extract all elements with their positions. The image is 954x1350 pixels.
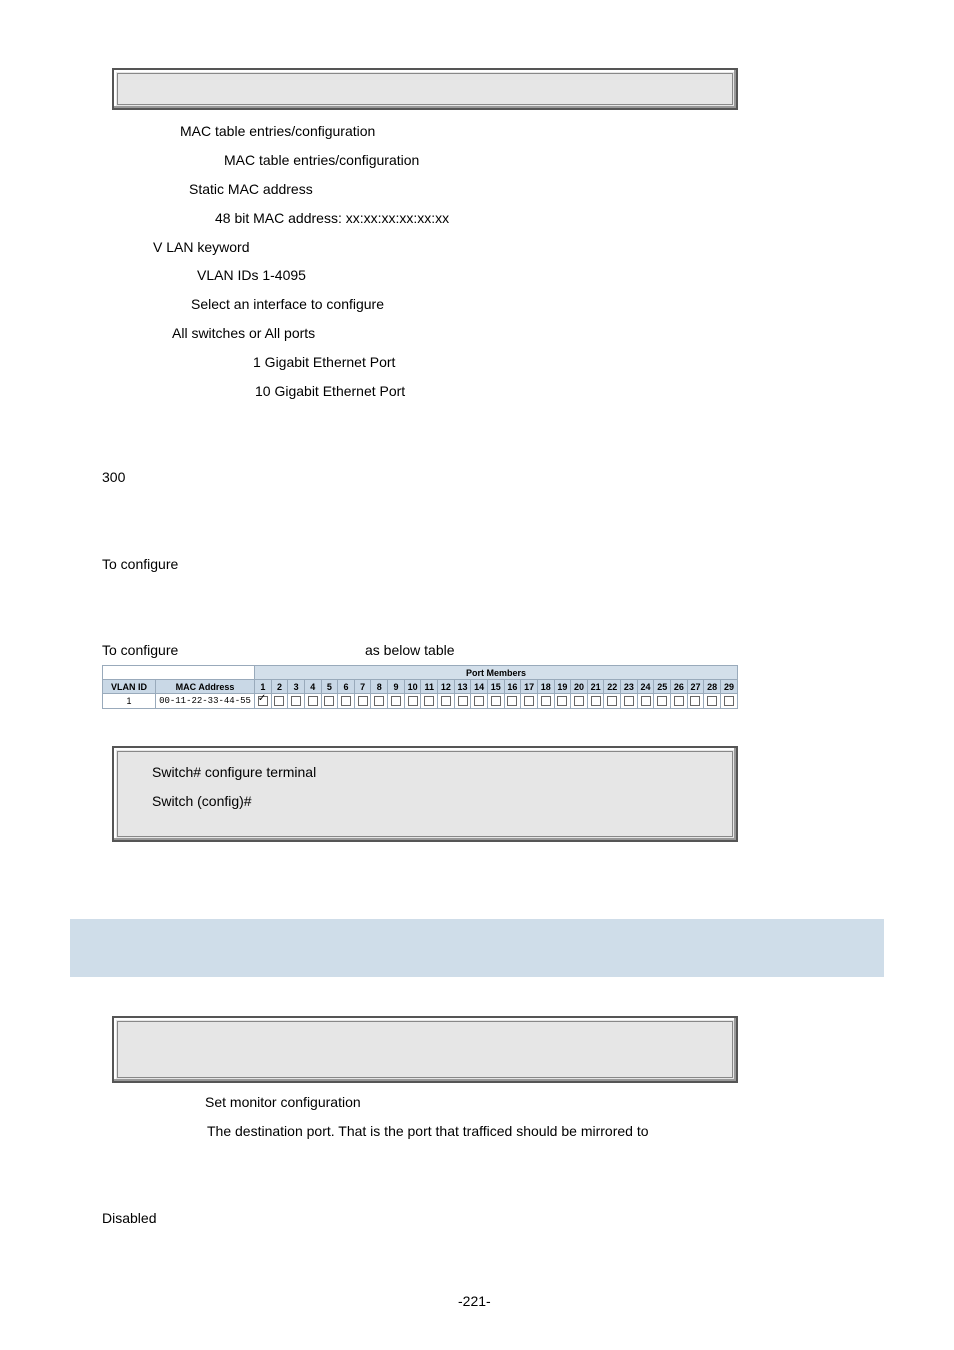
port-checkbox-19[interactable] [557, 696, 567, 706]
port-checkbox-2[interactable] [274, 696, 284, 706]
col-port-7: 7 [354, 680, 371, 694]
col-mac-address: MAC Address [156, 680, 255, 694]
col-port-24: 24 [637, 680, 654, 694]
port-checkbox-20[interactable] [574, 696, 584, 706]
param-desc-all-ports: All switches or All ports [172, 325, 316, 341]
port-checkbox-8[interactable] [374, 696, 384, 706]
usage-text-2a: To configure [102, 642, 179, 658]
col-port-4: 4 [304, 680, 321, 694]
param-desc-static: Static MAC address [189, 181, 313, 197]
col-port-10: 10 [404, 680, 421, 694]
port-checkbox-16[interactable] [507, 696, 517, 706]
port-cell-19 [554, 694, 571, 709]
port-cell-1 [255, 694, 272, 709]
param-desc-monitor: Set monitor configuration [205, 1094, 361, 1110]
col-port-17: 17 [521, 680, 538, 694]
port-checkbox-24[interactable] [641, 696, 651, 706]
port-cell-15 [487, 694, 504, 709]
port-checkbox-21[interactable] [591, 696, 601, 706]
col-port-22: 22 [604, 680, 621, 694]
col-port-23: 23 [621, 680, 638, 694]
port-cell-2 [271, 694, 288, 709]
port-checkbox-15[interactable] [491, 696, 501, 706]
col-port-1: 1 [255, 680, 272, 694]
col-port-25: 25 [654, 680, 671, 694]
param-desc-destination: The destination port. That is the port that trafficed should be mirrored to [207, 1123, 649, 1139]
param-desc-vlan-keyword: V LAN keyword [153, 239, 250, 255]
port-cell-29 [720, 694, 737, 709]
port-cell-26 [671, 694, 688, 709]
port-checkbox-17[interactable] [524, 696, 534, 706]
col-port-18: 18 [537, 680, 554, 694]
usage-text-1: To configure [102, 556, 179, 572]
command-syntax-box-inner [117, 73, 733, 105]
port-cell-6 [338, 694, 355, 709]
param-desc-interface: Select an interface to configure [191, 296, 385, 312]
col-port-3: 3 [288, 680, 305, 694]
col-port-19: 19 [554, 680, 571, 694]
port-checkbox-25[interactable] [657, 696, 667, 706]
col-port-11: 11 [421, 680, 438, 694]
port-cell-24 [637, 694, 654, 709]
port-cell-17 [521, 694, 538, 709]
port-cell-18 [537, 694, 554, 709]
port-cell-16 [504, 694, 521, 709]
cell-mac: 00-11-22-33-44-55 [156, 694, 255, 709]
param-desc-mac-table-2: MAC table entries/configuration [224, 152, 420, 168]
col-port-14: 14 [471, 680, 488, 694]
param-desc-mac-table: MAC table entries/configuration [180, 123, 376, 139]
port-checkbox-18[interactable] [541, 696, 551, 706]
port-checkbox-10[interactable] [408, 696, 418, 706]
usage-text-2b: as below table [365, 642, 455, 658]
col-port-20: 20 [571, 680, 588, 694]
port-checkbox-3[interactable] [291, 696, 301, 706]
port-checkbox-11[interactable] [424, 696, 434, 706]
port-checkbox-23[interactable] [624, 696, 634, 706]
port-checkbox-5[interactable] [324, 696, 334, 706]
page-number: -221- [458, 1293, 491, 1309]
col-port-15: 15 [487, 680, 504, 694]
port-checkbox-12[interactable] [441, 696, 451, 706]
mac-table-corner [103, 666, 255, 680]
col-port-13: 13 [454, 680, 471, 694]
example-line-2: Switch (config)# [152, 793, 252, 809]
port-checkbox-22[interactable] [607, 696, 617, 706]
command-syntax-box-2 [112, 1016, 738, 1083]
param-desc-mac-address: 48 bit MAC address: xx:xx:xx:xx:xx:xx [215, 210, 450, 226]
param-desc-vlan-ids: VLAN IDs 1-4095 [197, 267, 306, 283]
port-cell-27 [687, 694, 704, 709]
col-port-9: 9 [388, 680, 405, 694]
port-checkbox-26[interactable] [674, 696, 684, 706]
col-port-27: 27 [687, 680, 704, 694]
col-port-5: 5 [321, 680, 338, 694]
port-cell-4 [304, 694, 321, 709]
example-line-1: Switch# configure terminal [152, 764, 317, 780]
col-port-21: 21 [587, 680, 604, 694]
port-members-header: Port Members [255, 666, 738, 680]
port-checkbox-14[interactable] [474, 696, 484, 706]
command-syntax-box [112, 68, 738, 110]
port-cell-11 [421, 694, 438, 709]
port-cell-23 [621, 694, 638, 709]
default-value: 300 [102, 469, 126, 485]
param-desc-gigabit: 1 Gigabit Ethernet Port [253, 354, 396, 370]
cell-vlan: 1 [103, 694, 156, 709]
port-checkbox-9[interactable] [391, 696, 401, 706]
col-port-29: 29 [720, 680, 737, 694]
port-cell-9 [388, 694, 405, 709]
port-cell-7 [354, 694, 371, 709]
port-cell-21 [587, 694, 604, 709]
port-cell-5 [321, 694, 338, 709]
col-port-2: 2 [271, 680, 288, 694]
col-port-16: 16 [504, 680, 521, 694]
port-cell-22 [604, 694, 621, 709]
col-port-6: 6 [338, 680, 355, 694]
port-cell-28 [704, 694, 721, 709]
col-port-8: 8 [371, 680, 388, 694]
col-port-26: 26 [671, 680, 688, 694]
mac-table [102, 665, 738, 709]
col-vlan-id: VLAN ID [103, 680, 156, 694]
port-checkbox-27[interactable] [690, 696, 700, 706]
example-box [112, 746, 738, 842]
port-checkbox-7[interactable] [358, 696, 368, 706]
param-desc-10-gigabit: 10 Gigabit Ethernet Port [255, 383, 406, 399]
port-checkbox-1[interactable] [258, 696, 268, 706]
port-cell-8 [371, 694, 388, 709]
port-checkbox-4[interactable] [308, 696, 318, 706]
port-cell-13 [454, 694, 471, 709]
port-checkbox-29[interactable] [724, 696, 734, 706]
port-cell-14 [471, 694, 488, 709]
command-syntax-box-2-inner [117, 1021, 733, 1078]
default-value-2: Disabled [102, 1210, 157, 1226]
col-port-12: 12 [438, 680, 455, 694]
port-cell-10 [404, 694, 421, 709]
col-port-28: 28 [704, 680, 721, 694]
port-cell-20 [571, 694, 588, 709]
port-checkbox-6[interactable] [341, 696, 351, 706]
port-cell-12 [438, 694, 455, 709]
port-cell-25 [654, 694, 671, 709]
section-heading-band [70, 919, 884, 977]
port-checkbox-13[interactable] [458, 696, 468, 706]
port-cell-3 [288, 694, 305, 709]
port-checkbox-28[interactable] [707, 696, 717, 706]
